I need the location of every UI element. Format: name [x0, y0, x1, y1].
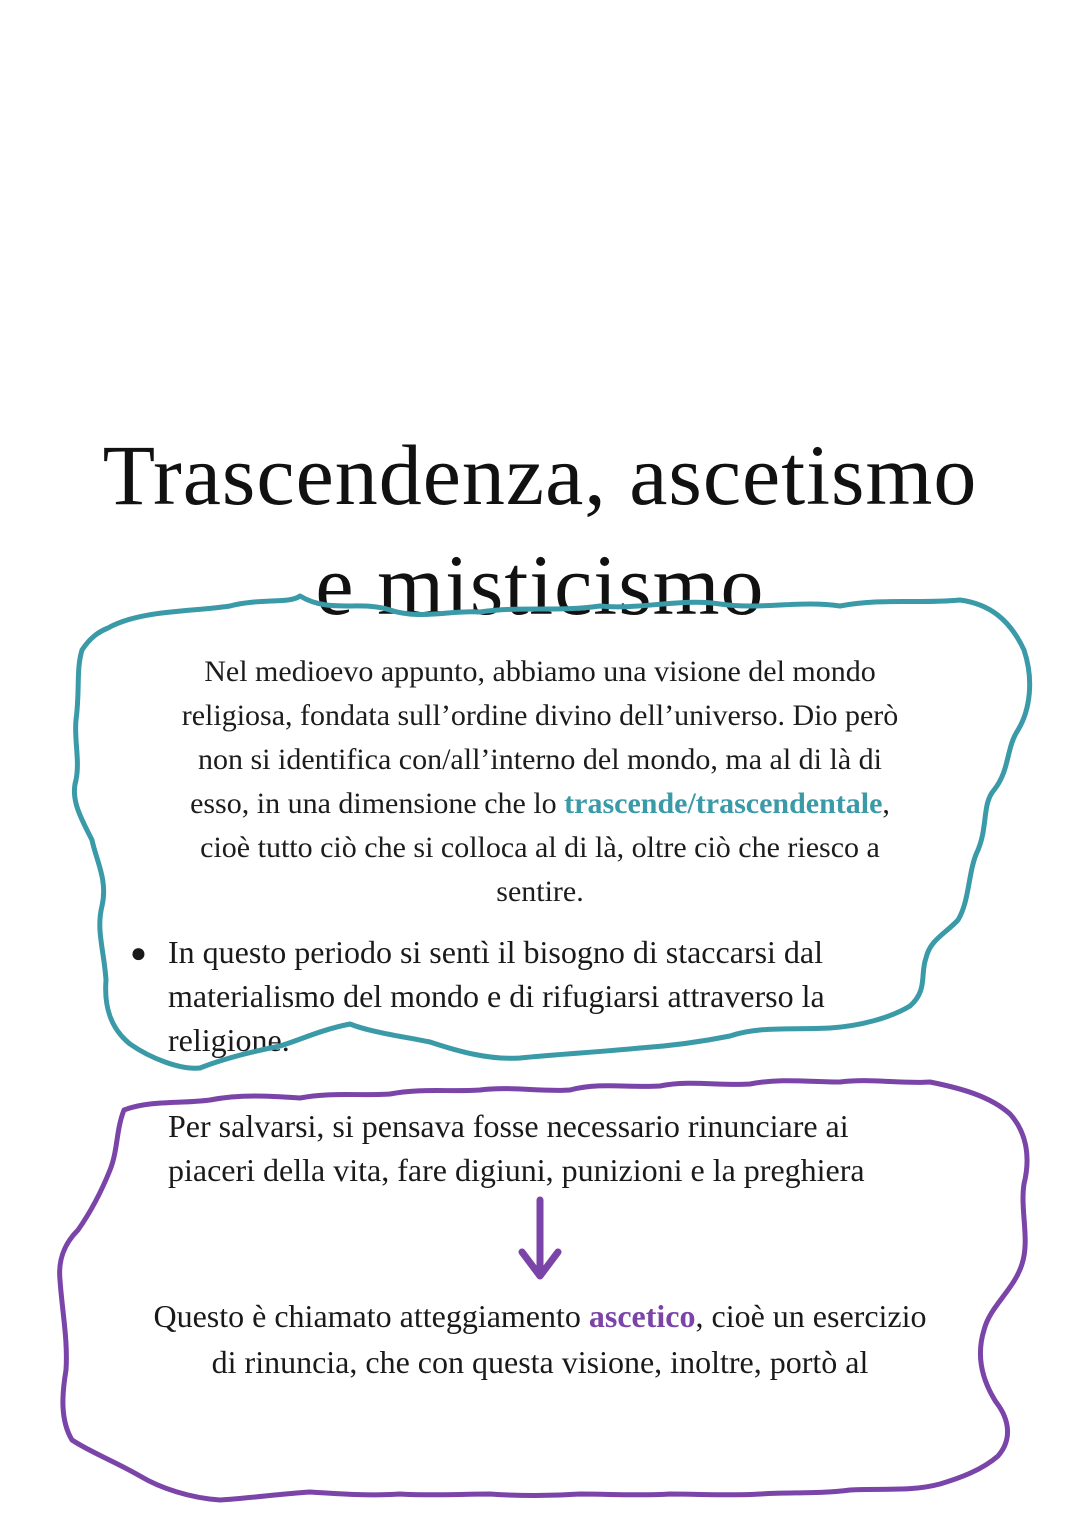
intro-line: sentire.	[496, 875, 584, 908]
intro-line: religiosa, fondata sull’ordine divino dell’universo. Dio però	[181, 699, 899, 732]
ascetico-paragraph	[90, 1293, 990, 1385]
highlight-ascetico: ascetico	[588, 1298, 696, 1334]
intro-line: esso, in una dimensione che lo	[190, 787, 565, 820]
intro-paragraph	[100, 650, 980, 914]
page-title-line-1: Trascendenza, ascetismo	[102, 427, 978, 523]
bullet-line: In questo periodo si sentì il bisogno di staccarsi dal	[168, 934, 823, 970]
intro-line: Nel medioevo appunto, abbiamo una visione del mondo	[204, 655, 876, 688]
intro-line: non si identifica con/all’interno del mondo, ma al di là di	[198, 743, 882, 776]
bullet-line: religione.	[168, 1022, 290, 1058]
salvarsi-line: Per salvarsi, si pensava fosse necessario rinunciare ai	[168, 1108, 849, 1144]
ascetico-line: Questo è chiamato atteggiamento	[153, 1298, 589, 1334]
highlight-trascende: trascende/trascendentale	[564, 787, 883, 820]
intro-line: cioè tutto ciò che si colloca al di là, oltre ciò che riesco a	[200, 831, 880, 864]
bullet-dot-icon: ●	[130, 938, 147, 969]
salvarsi-paragraph	[168, 1104, 998, 1192]
salvarsi-line: piaceri della vita, fare digiuni, punizioni e la preghiera	[168, 1152, 865, 1188]
page-title-line-2: e misticismo	[315, 537, 765, 633]
bullet-item	[130, 930, 958, 1062]
ascetico-line: di rinuncia, che con questa visione, inoltre, portò al	[211, 1344, 869, 1380]
intro-line: ,	[882, 787, 890, 820]
arrow-down-icon	[522, 1200, 558, 1276]
bullet-line: materialismo del mondo e di rifugiarsi attraverso la	[168, 978, 825, 1014]
ascetico-line: , cioè un esercizio	[695, 1298, 927, 1334]
